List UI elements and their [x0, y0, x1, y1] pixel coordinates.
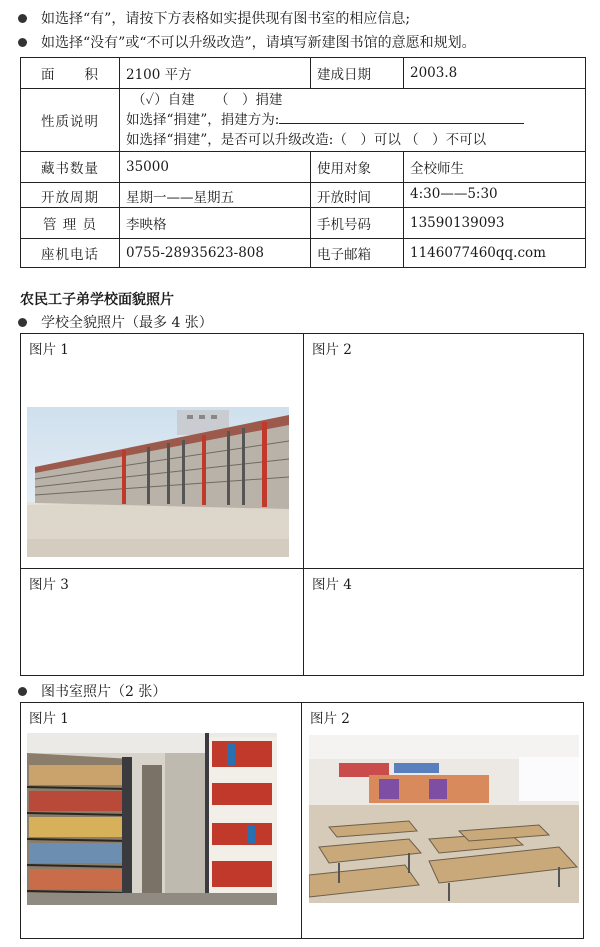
upgrade-question: 如选择“捐建”，是否可以升级改造:（ ）可以 （ ）不可以	[126, 132, 487, 148]
instruction-text-1: 如选择“有”，请按下方表格如实提供现有图书室的相应信息;	[41, 11, 411, 27]
open-time-value	[404, 183, 586, 208]
library-photo-cell-2	[301, 702, 584, 939]
section-title: 农民工子弟学校面貌照片	[20, 292, 174, 308]
donor-line	[126, 110, 579, 130]
nature-cell	[120, 89, 586, 152]
photo-caption: 图片 1	[29, 711, 69, 727]
open-period-value-text: 星期一——星期五	[126, 190, 234, 204]
nature-label: 性质说明	[21, 89, 120, 152]
bullet-icon	[18, 38, 27, 47]
bullet-icon	[18, 687, 27, 696]
area-label: 面 积	[21, 58, 120, 89]
books-value: 35000	[120, 152, 311, 183]
library-photo-cell-1	[20, 702, 302, 939]
open-time-value-text: 4:30——5:30	[410, 186, 498, 202]
school-photo-cell-2	[303, 333, 584, 569]
books-label: 藏书数量	[21, 152, 120, 183]
school-photo-cell-3	[20, 568, 304, 676]
photo-caption: 图片 2	[312, 342, 352, 358]
phone-value: 0755-28935623-808	[120, 239, 311, 268]
users-value: 全校师生	[404, 152, 586, 183]
manager-label: 管 理 员	[21, 208, 120, 239]
bookshelf-photo	[27, 733, 277, 905]
open-time-label-text: 开放时间	[317, 190, 371, 204]
library-info-table	[20, 57, 586, 268]
email-value: 1146077460qq.com	[404, 239, 586, 268]
email-label: 电子邮箱	[311, 239, 404, 268]
built-date-value: 2003.8	[404, 58, 586, 89]
reading-room-photo	[309, 735, 579, 903]
nature-choice: （✓）自建 （ ）捐建	[132, 92, 283, 108]
instruction-line-2	[18, 33, 476, 53]
bullet-icon	[18, 318, 27, 327]
open-period-label	[21, 183, 120, 208]
phone-label: 座机电话	[21, 239, 120, 268]
area-value: 2100 平方	[120, 58, 311, 89]
photo-caption: 图片 4	[312, 577, 352, 593]
school-photos-heading	[18, 313, 213, 333]
donor-prompt: 如选择“捐建”，捐建方为:	[126, 112, 280, 128]
instruction-line-1	[18, 9, 410, 29]
photo-caption: 图片 2	[310, 711, 350, 727]
photo-caption: 图片 1	[29, 342, 69, 358]
bullet-icon	[18, 14, 27, 23]
school-photo-cell-1	[20, 333, 304, 569]
built-date-label: 建成日期	[311, 58, 404, 89]
mobile-label: 手机号码	[311, 208, 404, 239]
photo-caption: 图片 3	[29, 577, 69, 593]
library-photos-heading	[18, 682, 166, 702]
mobile-value: 13590139093	[404, 208, 586, 239]
open-time-label	[311, 183, 404, 208]
school-photo-cell-4	[303, 568, 584, 676]
open-period-label-text: 开放周期	[41, 190, 99, 204]
manager-value: 李映格	[120, 208, 311, 239]
users-label: 使用对象	[311, 152, 404, 183]
school-building-photo	[27, 407, 289, 557]
instruction-text-2: 如选择“没有”或“不可以升级改造”，请填写新建图书馆的意愿和规划。	[41, 35, 476, 51]
open-period-value	[120, 183, 311, 208]
library-photos-heading-text: 图书室照片（2 张）	[41, 684, 167, 700]
donor-blank	[279, 111, 524, 124]
school-photos-heading-text: 学校全貌照片（最多 4 张）	[41, 315, 213, 331]
